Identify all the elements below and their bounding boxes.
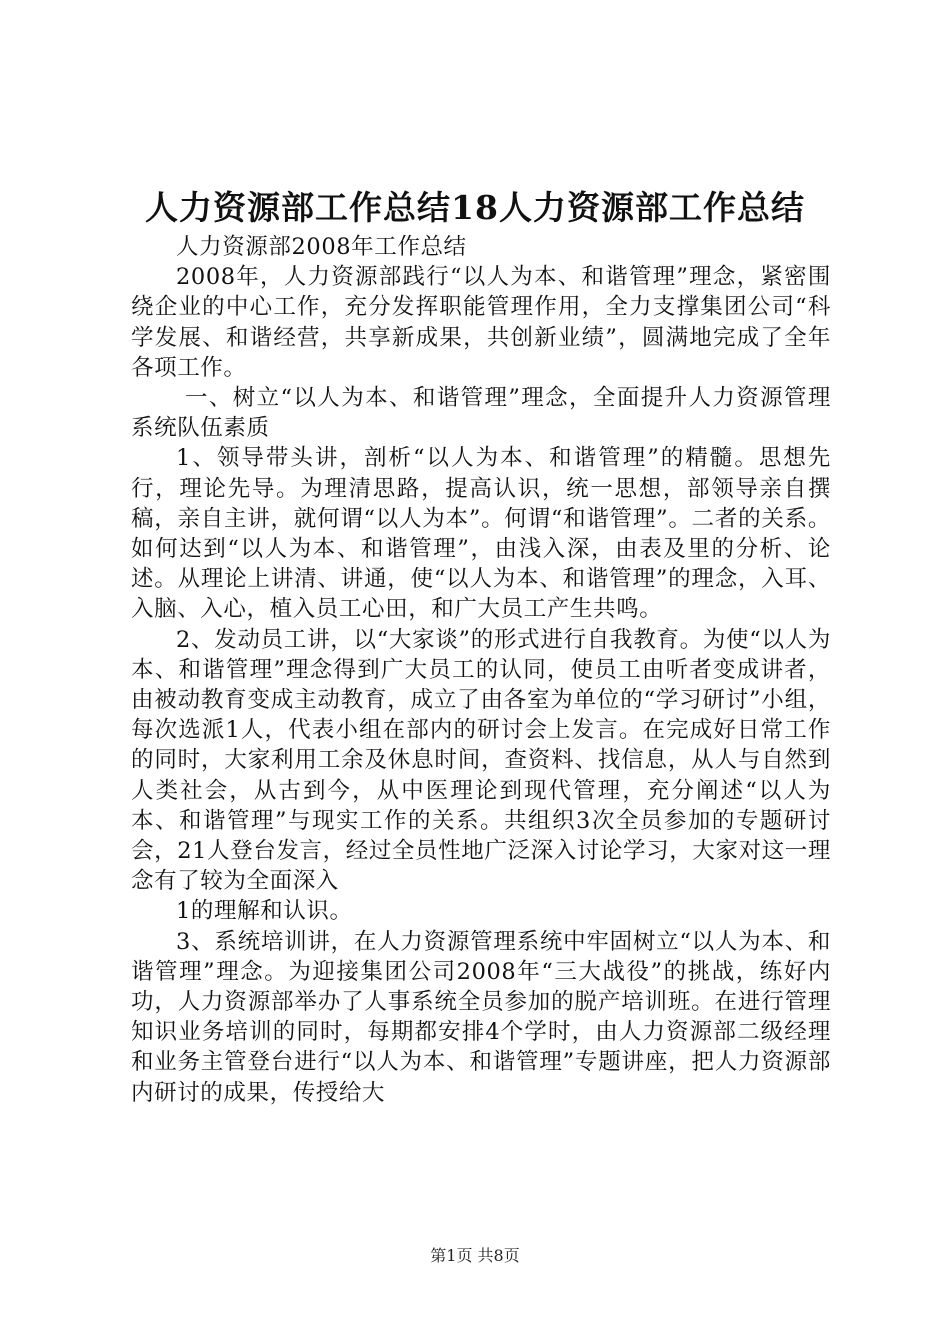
section-heading: 一、树立“以人为本、和谐管理”理念，全面提升人力资源管理系统队伍素质 [131,385,831,442]
body-paragraph: 3、系统培训讲，在人力资源管理系统中牢固树立“以人为本、和谐管理”理念。为迎接集团公司2008年“三大战役”的挑战，练好内功，人力资源部举办了人事系统全员参加的脱产培训班。在进行管理知识业务培训的同时，每期都安排4个学时，由人力资源部二级经理和业务主管登台进行“以人为本、和谐管理”专题讲座，把人力资源部内研讨的成果，传授给大 [131,928,831,1106]
body-paragraph: 1、领导带头讲，剖析“以人为本、和谐管理”的精髓。思想先行，理论先导。为理清思路，提高认识，统一思想，部领导亲自撰稿，亲自主讲，就何谓“以人为本”。何谓“和谐管理”。二者的关系。如何达到“以人为本、和谐管理”，由浅入深，由表及里的分析、论述。从理论上讲清、讲通，使“以人为本、和谐管理”的理念，入耳、入脑、入心，植入员工心田，和广大员工产生共鸣。 [131,445,831,623]
document-body [131,232,831,1108]
subtitle-paragraph: 人力资源部2008年工作总结 [176,234,467,260]
body-paragraph: 2、发动员工讲，以“大家谈”的形式进行自我教育。为使“以人为本、和谐管理”理念得到广大员工的认同，使员工由听者变成讲者，由被动教育变成主动教育，成立了由各室为单位的“学习研讨”小组，每次选派1人，代表小组在部内的研讨会上发言。在完成好日常工作的同时，大家利用工余及休息时间，查资料、找信息，从人与自然到人类社会，从古到今，从中医理论到现代管理，充分阐述“以人为本、和谐管理”与现实工作的关系。共组织3次全员参加的专题研讨会，21人登台发言，经过全员性地广泛深入讨论学习，大家对这一理念有了较为全面深入 [131,626,831,895]
body-paragraph: 1的理解和认识。 [176,898,353,925]
intro-paragraph: 2008年，人力资源部践行“以人为本、和谐管理”理念，紧密围绕企业的中心工作，充分发挥职能管理作用，全力支撑集团公司“科学发展、和谐经营，共享新成果，共创新业绩”，圆满地完成了全年各项工作。 [131,264,831,381]
document-title: 人力资源部工作总结18人力资源部工作总结 [145,188,805,227]
page-footer: 第1页 共8页 [430,1246,520,1265]
